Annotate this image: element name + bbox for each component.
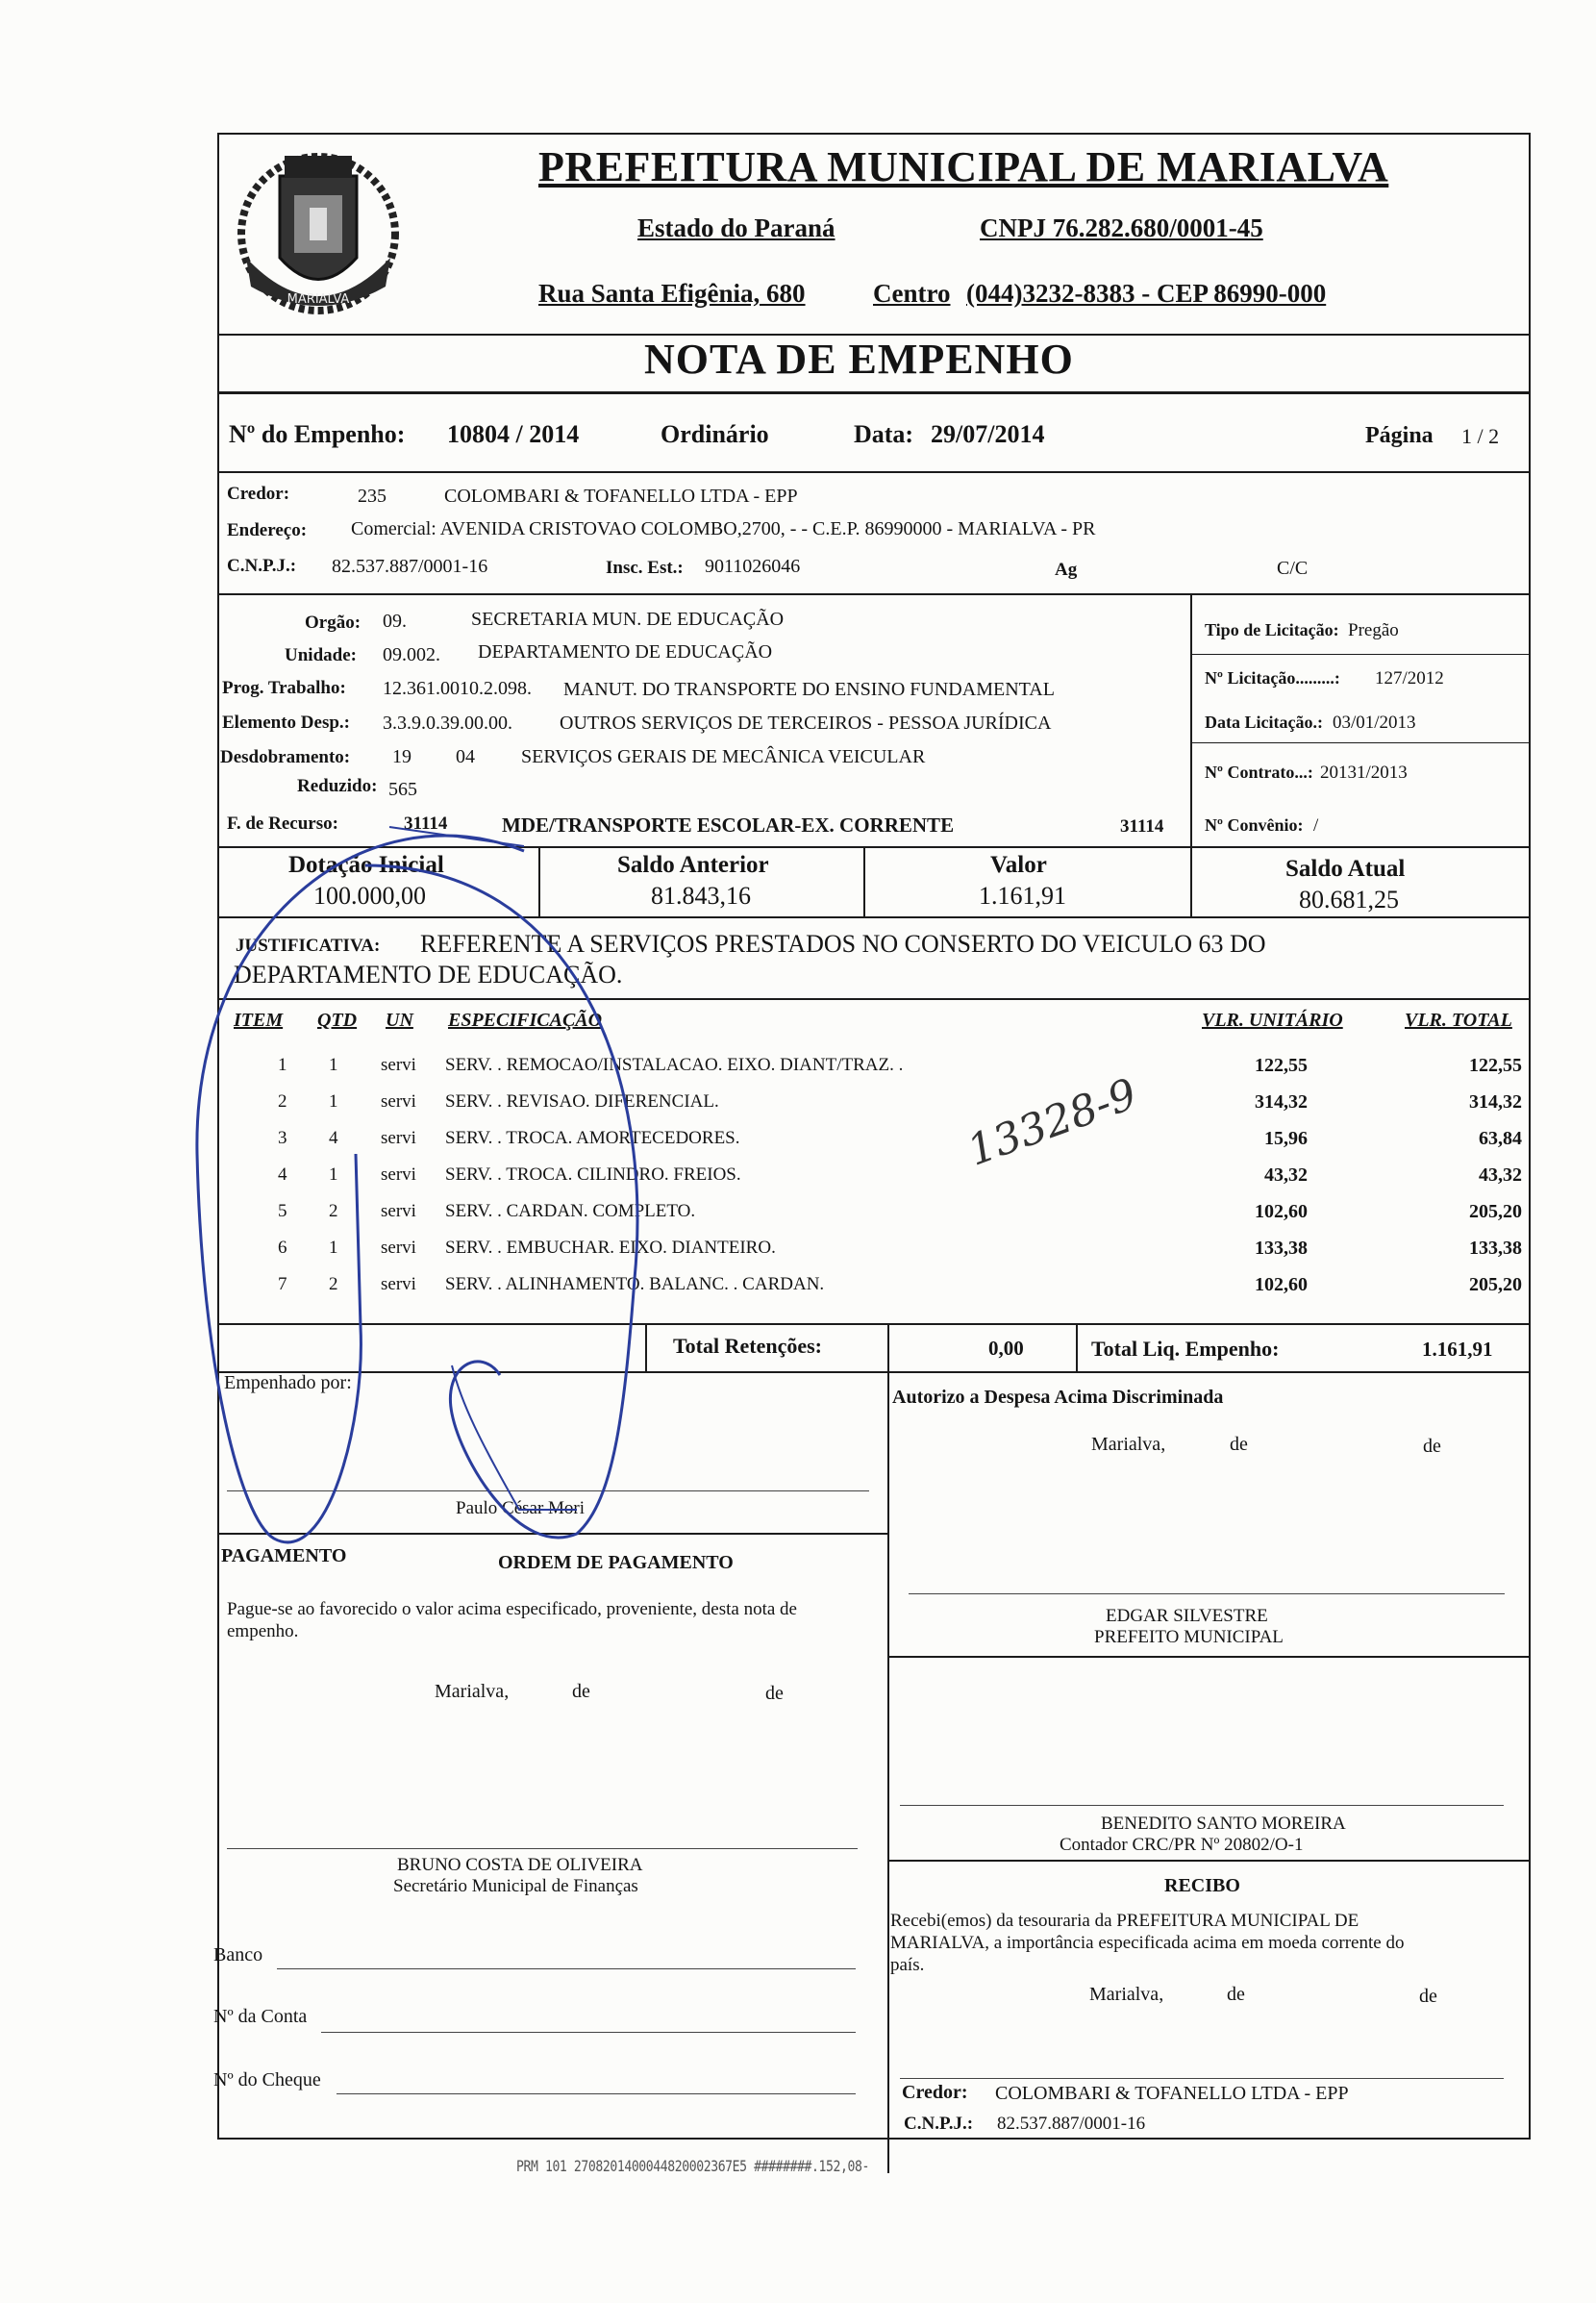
recibo-credor-name: COLOMBARI & TOFANELLO LTDA - EPP bbox=[995, 2083, 1349, 2104]
empenho-type: Ordinário bbox=[661, 420, 769, 448]
item-un-cell: servi bbox=[381, 1238, 416, 1258]
conta-corrente-label: C/C bbox=[1277, 558, 1309, 579]
credor-cnpj-label: C.N.P.J.: bbox=[227, 556, 297, 576]
item-item-cell: 3 bbox=[278, 1128, 287, 1148]
credor-name: COLOMBARI & TOFANELLO LTDA - EPP bbox=[444, 486, 798, 507]
secretario-title: Secretário Municipal de Finanças bbox=[393, 1876, 638, 1896]
empenho-number-label: Nº do Empenho: bbox=[229, 420, 406, 448]
orgao-name: SECRETARIA MUN. DE EDUCAÇÃO bbox=[471, 609, 785, 630]
pagamento-local: Marialva, bbox=[435, 1681, 510, 1702]
col-total-header: VLR. TOTAL bbox=[1405, 1010, 1512, 1031]
contrato-number: 20131/2013 bbox=[1320, 763, 1408, 783]
recibo-text-3: país. bbox=[890, 1955, 925, 1975]
item-total-cell: 63,84 bbox=[1479, 1128, 1522, 1149]
num-licitacao: 127/2012 bbox=[1375, 668, 1444, 688]
empenhado-por-label: Empenhado por: bbox=[224, 1372, 352, 1393]
recurso-code2: 31114 bbox=[1120, 816, 1164, 837]
recurso-name: MDE/TRANSPORTE ESCOLAR-EX. CORRENTE bbox=[502, 814, 955, 837]
item-espec-cell: SERV. . TROCA. AMORTECEDORES. bbox=[445, 1128, 740, 1148]
prog-label: Prog. Trabalho: bbox=[222, 678, 346, 698]
item-espec-cell: SERV. . EMBUCHAR. EIXO. DIANTEIRO. bbox=[445, 1238, 776, 1258]
recibo-title: RECIBO bbox=[1164, 1875, 1240, 1896]
item-un-cell: servi bbox=[381, 1091, 416, 1112]
item-item-cell: 1 bbox=[278, 1055, 287, 1075]
reduzido-label: Reduzido: bbox=[297, 776, 378, 796]
page-label: Página bbox=[1365, 423, 1434, 448]
item-item-cell: 4 bbox=[278, 1164, 287, 1185]
elemento-code: 3.3.9.0.39.00.00. bbox=[383, 713, 512, 734]
empenhado-por-name: Paulo César Mori bbox=[456, 1498, 586, 1518]
tipo-licitacao-label: Tipo de Licitação: bbox=[1205, 620, 1339, 639]
prefeito-title: PREFEITO MUNICIPAL bbox=[1094, 1627, 1284, 1647]
desdobramento-name: SERVIÇOS GERAIS DE MECÂNICA VEICULAR bbox=[521, 746, 926, 767]
item-un-cell: servi bbox=[381, 1164, 416, 1185]
document-title: NOTA DE EMPENHO bbox=[644, 336, 1074, 383]
svg-text:MARIALVA: MARIALVA bbox=[287, 292, 350, 307]
cheque-label: Nº do Cheque bbox=[213, 2069, 321, 2090]
col-item-header: ITEM bbox=[234, 1010, 284, 1031]
saldo-anterior-label: Saldo Anterior bbox=[617, 852, 769, 878]
saldo-anterior-value: 81.843,16 bbox=[651, 882, 751, 910]
header-estado: Estado do Paraná bbox=[637, 213, 835, 242]
secretario-name: BRUNO COSTA DE OLIVEIRA bbox=[397, 1855, 643, 1875]
desdobramento-label: Desdobramento: bbox=[220, 747, 351, 767]
endereco-label: Endereço: bbox=[227, 520, 308, 540]
prog-code: 12.361.0010.2.098. bbox=[383, 678, 532, 699]
prefeito-name: EDGAR SILVESTRE bbox=[1106, 1606, 1268, 1626]
item-qtd-cell: 1 bbox=[329, 1055, 338, 1075]
header-phone-cep: (044)3232-8383 - CEP 86990-000 bbox=[966, 279, 1327, 308]
item-qtd-cell: 1 bbox=[329, 1238, 338, 1258]
saldo-atual-label: Saldo Atual bbox=[1285, 856, 1406, 882]
autorizo-local: Marialva, bbox=[1091, 1434, 1166, 1455]
unidade-label: Unidade: bbox=[285, 645, 357, 665]
header-cnpj: CNPJ 76.282.680/0001-45 bbox=[980, 213, 1263, 242]
item-unit-cell: 122,55 bbox=[1255, 1055, 1308, 1076]
justificativa-line2: DEPARTAMENTO DE EDUCAÇÃO. bbox=[234, 961, 623, 989]
item-un-cell: servi bbox=[381, 1055, 416, 1075]
col-un-header: UN bbox=[386, 1010, 413, 1031]
item-qtd-cell: 4 bbox=[329, 1128, 338, 1148]
item-item-cell: 5 bbox=[278, 1201, 287, 1221]
recibo-credor-label: Credor: bbox=[902, 2082, 968, 2103]
pagamento-de1: de bbox=[572, 1681, 590, 1702]
credor-label: Credor: bbox=[227, 484, 290, 504]
item-espec-cell: SERV. . ALINHAMENTO. BALANC. . CARDAN. bbox=[445, 1274, 825, 1294]
valor-value: 1.161,91 bbox=[979, 882, 1066, 910]
item-un-cell: servi bbox=[381, 1274, 416, 1294]
item-qtd-cell: 2 bbox=[329, 1274, 338, 1294]
recibo-cnpj-label: C.N.P.J.: bbox=[904, 2114, 974, 2134]
contador-title: Contador CRC/PR Nº 20802/O-1 bbox=[1060, 1835, 1304, 1855]
item-espec-cell: SERV. . REVISAO. DIFERENCIAL. bbox=[445, 1091, 719, 1112]
orgao-label: Orgão: bbox=[305, 613, 362, 633]
credor-code: 235 bbox=[358, 486, 387, 507]
empenho-date-label: Data: bbox=[854, 420, 914, 448]
item-total-cell: 314,32 bbox=[1469, 1091, 1522, 1113]
prog-name: MANUT. DO TRANSPORTE DO ENSINO FUNDAMENTAL bbox=[563, 679, 1055, 700]
item-unit-cell: 314,32 bbox=[1255, 1091, 1308, 1113]
item-unit-cell: 43,32 bbox=[1264, 1164, 1308, 1186]
item-espec-cell: SERV. . REMOCAO/INSTALACAO. EIXO. DIANT/TRAZ. . bbox=[445, 1055, 904, 1075]
convenio-value: / bbox=[1313, 815, 1319, 836]
recibo-local: Marialva, bbox=[1089, 1984, 1164, 2005]
justificativa-label: JUSTIFICATIVA: bbox=[236, 936, 381, 956]
convenio-label: Nº Convênio: bbox=[1205, 815, 1304, 835]
unidade-code: 09.002. bbox=[383, 644, 440, 665]
page-title: PREFEITURA MUNICIPAL DE MARIALVA bbox=[538, 143, 1389, 190]
recibo-cnpj: 82.537.887/0001-16 bbox=[997, 2114, 1146, 2134]
item-total-cell: 43,32 bbox=[1479, 1164, 1522, 1186]
item-espec-cell: SERV. . TROCA. CILINDRO. FREIOS. bbox=[445, 1164, 741, 1185]
contrato-label: Nº Contrato...: bbox=[1205, 763, 1313, 782]
autorizo-de1: de bbox=[1230, 1434, 1248, 1455]
pagamento-label: PAGAMENTO bbox=[221, 1545, 347, 1566]
recurso-label: F. de Recurso: bbox=[227, 814, 338, 834]
handwritten-note: 13328-9 bbox=[960, 1069, 1144, 1176]
recibo-text-1: Recebi(emos) da tesouraria da PREFEITURA MUNICIPAL DE bbox=[890, 1911, 1359, 1931]
saldo-atual-value: 80.681,25 bbox=[1299, 886, 1399, 914]
item-unit-cell: 102,60 bbox=[1255, 1274, 1308, 1295]
dotacao-inicial-label: Dotação Inicial bbox=[288, 852, 444, 878]
desdobramento-code2: 04 bbox=[456, 746, 475, 767]
tipo-licitacao: Pregão bbox=[1348, 620, 1399, 640]
pagamento-de2: de bbox=[765, 1683, 784, 1704]
insc-label: Insc. Est.: bbox=[606, 558, 684, 578]
insc-value: 9011026046 bbox=[705, 556, 801, 577]
item-unit-cell: 133,38 bbox=[1255, 1238, 1308, 1259]
empenho-date: 29/07/2014 bbox=[931, 420, 1045, 448]
item-espec-cell: SERV. . CARDAN. COMPLETO. bbox=[445, 1201, 696, 1221]
item-item-cell: 2 bbox=[278, 1091, 287, 1112]
recibo-text-2: MARIALVA, a importância especificada acima em moeda corrente do bbox=[890, 1933, 1405, 1953]
total-retencoes-value: 0,00 bbox=[988, 1337, 1024, 1360]
dotacao-inicial-value: 100.000,00 bbox=[313, 882, 426, 910]
item-total-cell: 122,55 bbox=[1469, 1055, 1522, 1076]
item-item-cell: 7 bbox=[278, 1274, 287, 1294]
empenho-number: 10804 / 2014 bbox=[447, 420, 580, 448]
total-liquido-value: 1.161,91 bbox=[1422, 1338, 1493, 1361]
agencia-label: Ag bbox=[1055, 560, 1078, 580]
elemento-label: Elemento Desp.: bbox=[222, 713, 350, 733]
autorizo-de2: de bbox=[1423, 1436, 1441, 1457]
item-total-cell: 133,38 bbox=[1469, 1238, 1522, 1259]
item-item-cell: 6 bbox=[278, 1238, 287, 1258]
total-retencoes-label: Total Retenções: bbox=[673, 1334, 822, 1358]
col-espec-header: ESPECIFICAÇÃO bbox=[448, 1010, 603, 1031]
item-unit-cell: 15,96 bbox=[1264, 1128, 1308, 1149]
recibo-de1: de bbox=[1227, 1984, 1245, 2005]
valor-label: Valor bbox=[990, 852, 1047, 878]
pagamento-text: Pague-se ao favorecido o valor acima especificado, proveniente, desta nota de empenho. bbox=[227, 1599, 797, 1641]
item-un-cell: servi bbox=[381, 1201, 416, 1221]
data-licitacao: 03/01/2013 bbox=[1333, 713, 1416, 733]
endereco-value: Comercial: AVENIDA CRISTOVAO COLOMBO,2700, - - C.E.P. 86990000 - MARIALVA - PR bbox=[351, 518, 1096, 539]
item-total-cell: 205,20 bbox=[1469, 1274, 1522, 1295]
data-licitacao-label: Data Licitação.: bbox=[1205, 713, 1323, 732]
item-qtd-cell: 2 bbox=[329, 1201, 338, 1221]
credor-cnpj: 82.537.887/0001-16 bbox=[332, 556, 488, 577]
reduzido-value: 565 bbox=[388, 779, 417, 800]
item-qtd-cell: 1 bbox=[329, 1164, 338, 1185]
total-liquido-label: Total Liq. Empenho: bbox=[1091, 1337, 1280, 1361]
page-number: 1 / 2 bbox=[1461, 424, 1500, 448]
elemento-name: OUTROS SERVIÇOS DE TERCEIROS - PESSOA JURÍDICA bbox=[560, 713, 1052, 734]
desdobramento-code1: 19 bbox=[392, 746, 411, 767]
col-unit-header: VLR. UNITÁRIO bbox=[1202, 1010, 1343, 1031]
ordem-pagamento-title: ORDEM DE PAGAMENTO bbox=[498, 1552, 734, 1573]
item-total-cell: 205,20 bbox=[1469, 1201, 1522, 1222]
num-licitacao-label: Nº Licitação.........: bbox=[1205, 668, 1340, 688]
col-qtd-header: QTD bbox=[317, 1010, 358, 1031]
header-address: Rua Santa Efigênia, 680 bbox=[538, 279, 806, 308]
recibo-de2: de bbox=[1419, 1986, 1437, 2007]
item-qtd-cell: 1 bbox=[329, 1091, 338, 1112]
coat-of-arms-logo bbox=[227, 142, 410, 335]
orgao-code: 09. bbox=[383, 611, 407, 632]
item-un-cell: servi bbox=[381, 1128, 416, 1148]
justificativa-line1: REFERENTE A SERVIÇOS PRESTADOS NO CONSERTO DO VEICULO 63 DO bbox=[420, 930, 1266, 958]
recurso-code: 31114 bbox=[404, 814, 448, 834]
conta-label: Nº da Conta bbox=[213, 2006, 308, 2027]
autorizo-text: Autorizo a Despesa Acima Discriminada bbox=[892, 1387, 1224, 1408]
banco-label: Banco bbox=[213, 1944, 263, 1965]
unidade-name: DEPARTAMENTO DE EDUCAÇÃO bbox=[478, 641, 773, 663]
item-unit-cell: 102,60 bbox=[1255, 1201, 1308, 1222]
contador-name: BENEDITO SANTO MOREIRA bbox=[1101, 1814, 1346, 1834]
header-centro: Centro bbox=[873, 279, 951, 308]
footer-barcode-text: PRM 101 2708201400044820002367E5 ########.152,08- bbox=[516, 2157, 869, 2175]
